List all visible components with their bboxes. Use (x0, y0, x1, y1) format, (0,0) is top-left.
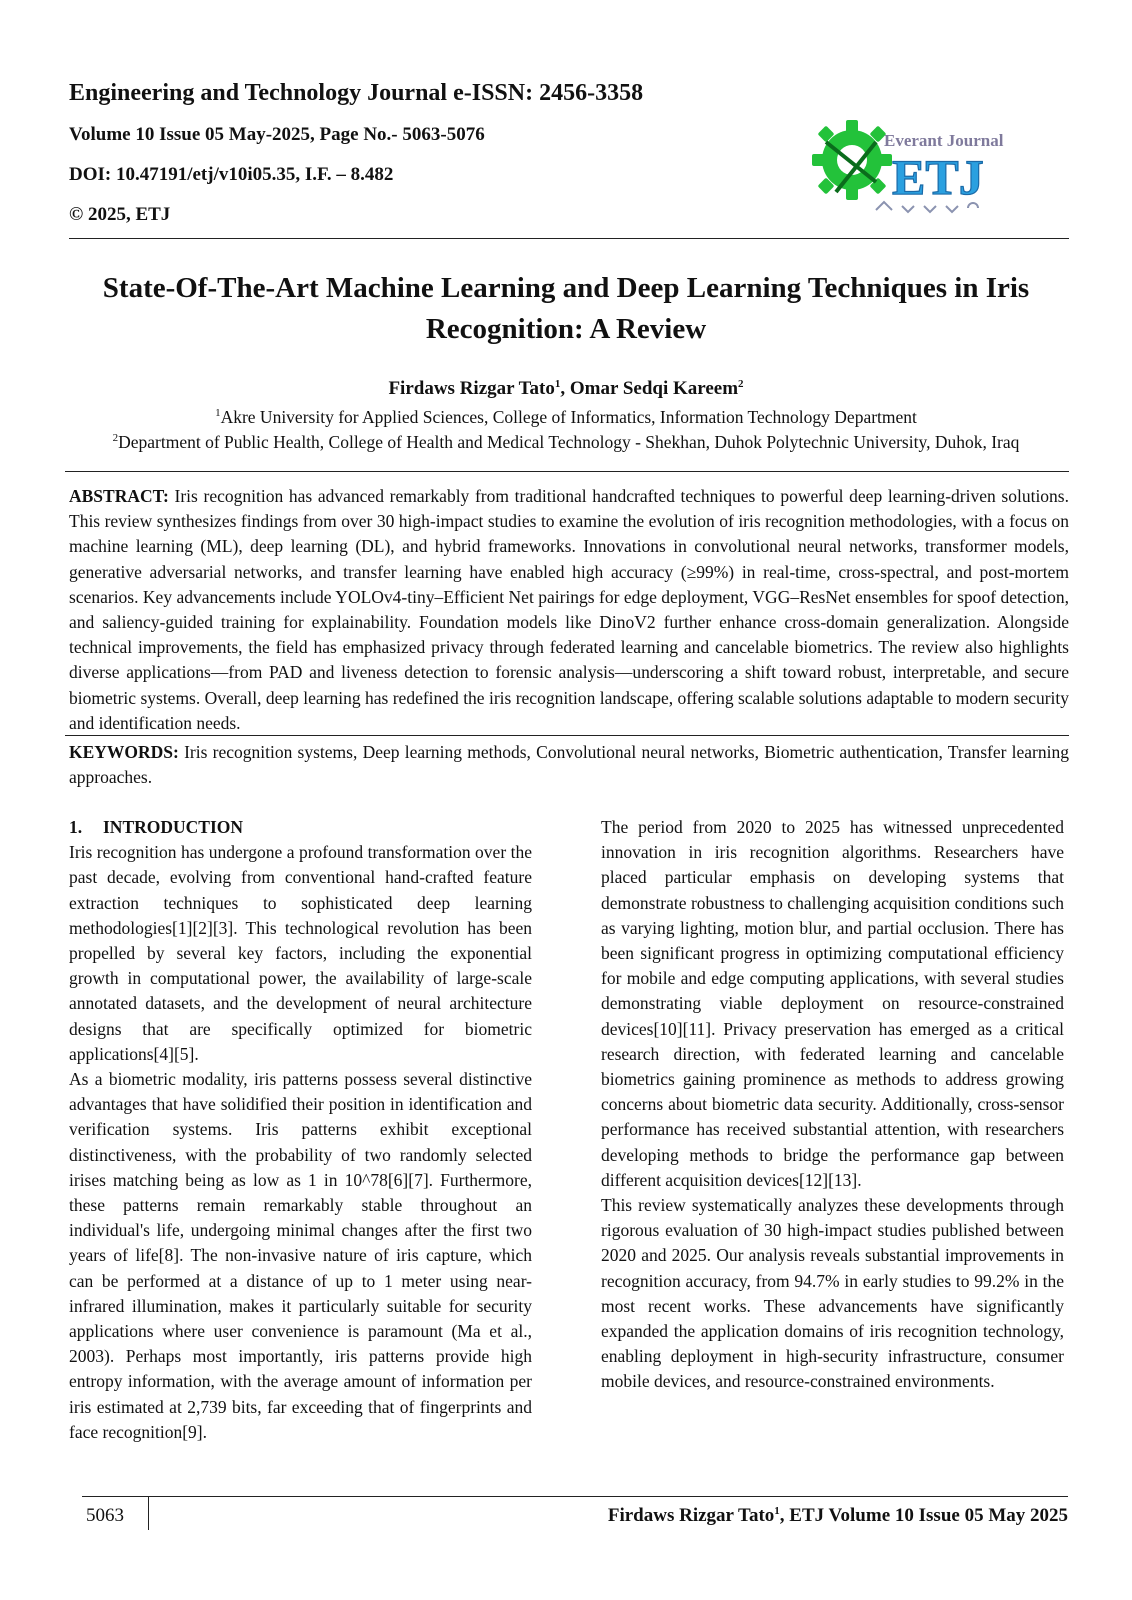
affiliation-text: Department of Public Health, College of Health and Medical Technology - Shekhan, Duhok Polytechnic University, Duhok, Iraq (118, 432, 1020, 452)
abstract (69, 484, 1069, 736)
abstract-bottom-rule (65, 735, 1069, 736)
body-paragraph: The period from 2020 to 2025 has witnessed unprecedented innovation in iris recognition algorithms. Researchers have placed particular emphasis on developing systems that demonstrate robustness to challenging acquisition conditions such as varying lighting, motion blur, and partial occlusion. There has been significant progress in optimizing computational efficiency for mobile and edge computing applications, with several studies demonstrating viable deployment on resource-constrained devices[10][11]. Privacy preservation has emerged as a critical research direction, with federated learning and cancelable biometrics gaining prominence as methods to address growing concerns about biometric data security. Additionally, cross-sensor performance has received substantial attention, with researchers developing methods to bridge the performance gap between different acquisition devices[12][13]. (601, 817, 1064, 1190)
affiliation-sup: 1 (215, 407, 221, 419)
body-paragraph: As a biometric modality, iris patterns possess several distinctive advantages that have solidified their position in identification and verification systems. Iris patterns exhibit exceptional distinctiveness, with the probability of two randomly selected irises matching being as low as 1 in 10^78[6][7]. Furthermore, these patterns remain remarkably stable throughout an individual's life, undergoing minimal changes after the first two years of life[8]. The non-invasive nature of iris capture, which can be performed at a distance of up to 1 meter using near-infrared illumination, makes it particularly suitable for security applications where user convenience is paramount (Ma et al., 2003). Perhaps most importantly, iris patterns provide high entropy information, with the average amount of information per iris estimated at 2,739 bits, far exceeding that of fingerprints and face recognition[9]. (69, 1069, 532, 1442)
paper-title: State-Of-The-Art Machine Learning and Deep Learning Techniques in Iris Recognition: A Review (102, 272, 1030, 345)
body-paragraph: This review systematically analyzes these developments through rigorous evaluation of 30 high-impact studies published between 2020 and 2025. Our analysis reveals substantial improvements in recognition accuracy, from 94.7% in early studies to 99.2% in the most recent works. These advancements have significantly expanded the application domains of iris recognition technology, enabling deployment in high-security infrastructure, consumer mobile devices, and resource-constrained environments. (601, 1195, 1064, 1392)
author-affil-sup: 1 (554, 378, 561, 390)
footer-author: Firdaws Rizgar Tato (607, 1505, 775, 1526)
affiliation (60, 407, 1072, 428)
footer-rule (82, 1496, 1068, 1497)
author-name: Firdaws Rizgar Tato (388, 378, 555, 399)
doi-info: DOI: 10.47191/etj/v10i05.35, I.F. – 8.482 (69, 164, 394, 185)
body-paragraph: Iris recognition has undergone a profound transformation over the past decade, evolving from conventional hand-crafted feature extraction techniques to sophisticated deep learning methodologies[1][2][3]. This technological revolution has been propelled by several key factors, including the exponential growth in computational power, the availability of large-scale annotated datasets, and the development of neural architecture designs that are specifically optimized for biometric applications[4][5]. (69, 842, 532, 1064)
logo-main-text: ETJ (892, 149, 984, 205)
logo-top-text: Everant Journal (884, 131, 1004, 150)
abstract-text: Iris recognition has advanced remarkably from traditional handcrafted techniques to powerful deep learning-driven solutions. This review synthesizes findings from over 30 high-impact studies to examine the evolution of iris recognition methodologies, with a focus on machine learning (ML), deep learning (DL), and hybrid frameworks. Innovations in convolutional neural networks, transformer models, generative adversarial networks, and transfer learning have enabled high accuracy (≥99%) in real-time, cross-spectral, and post-mortem scenarios. Key advancements include YOLOv4-tiny–Efficient Net pairings for edge deployment, VGG–ResNet ensembles for spoof detection, and saliency-guided training for explainability. Foundation models like DinoV2 further enhance cross-domain generalization. Alongside technical improvements, the field has emphasized privacy through federated learning and cancelable biometrics. The review also highlights diverse applications—from PAD and liveness detection to forensic analysis—underscoring a shift toward robust, interpretable, and secure biometric systems. Overall, deep learning has redefined the iris recognition landscape, offering scalable solutions adaptable to modern security and identification needs. (69, 486, 1069, 733)
affiliation-sup: 2 (112, 432, 119, 444)
footer-author-sup: 1 (774, 1505, 780, 1517)
section-title: INTRODUCTION (103, 817, 244, 837)
journal-logo (806, 112, 1018, 224)
section-heading (69, 815, 532, 840)
keywords-text: Iris recognition systems, Deep learning methods, Convolutional neural networks, Biometric authentication, Transfer learning approaches. (69, 742, 1070, 788)
author-separator: , (560, 378, 570, 399)
keywords (69, 740, 1069, 790)
footer-journal-ref: , ETJ Volume 10 Issue 05 May 2025 (779, 1505, 1068, 1526)
copyright: © 2025, ETJ (69, 204, 171, 225)
page-number: 5063 (86, 1505, 124, 1526)
right-column (601, 815, 1064, 1395)
journal-logo-icon (806, 112, 1018, 224)
author-list (60, 378, 1072, 400)
affiliation-text: Akre University for Applied Sciences, College of Informatics, Information Technology Department (220, 407, 917, 427)
keywords-label: KEYWORDS: (69, 742, 179, 762)
section-number: 1. (69, 817, 83, 837)
journal-name: Engineering and Technology Journal e-ISSN: 2456-3358 (69, 80, 644, 106)
author-name: Omar Sedqi Kareem (569, 378, 739, 399)
running-footer (608, 1505, 1068, 1527)
affiliation (60, 432, 1072, 453)
author-affil-sup: 2 (738, 378, 744, 390)
header-rule (69, 238, 1069, 239)
volume-info: Volume 10 Issue 05 May-2025, Page No.- 5063-5076 (69, 124, 485, 145)
abstract-label: ABSTRACT: (69, 486, 169, 506)
footer-divider (148, 1496, 149, 1530)
left-column (69, 815, 532, 1445)
abstract-top-rule (65, 471, 1069, 472)
